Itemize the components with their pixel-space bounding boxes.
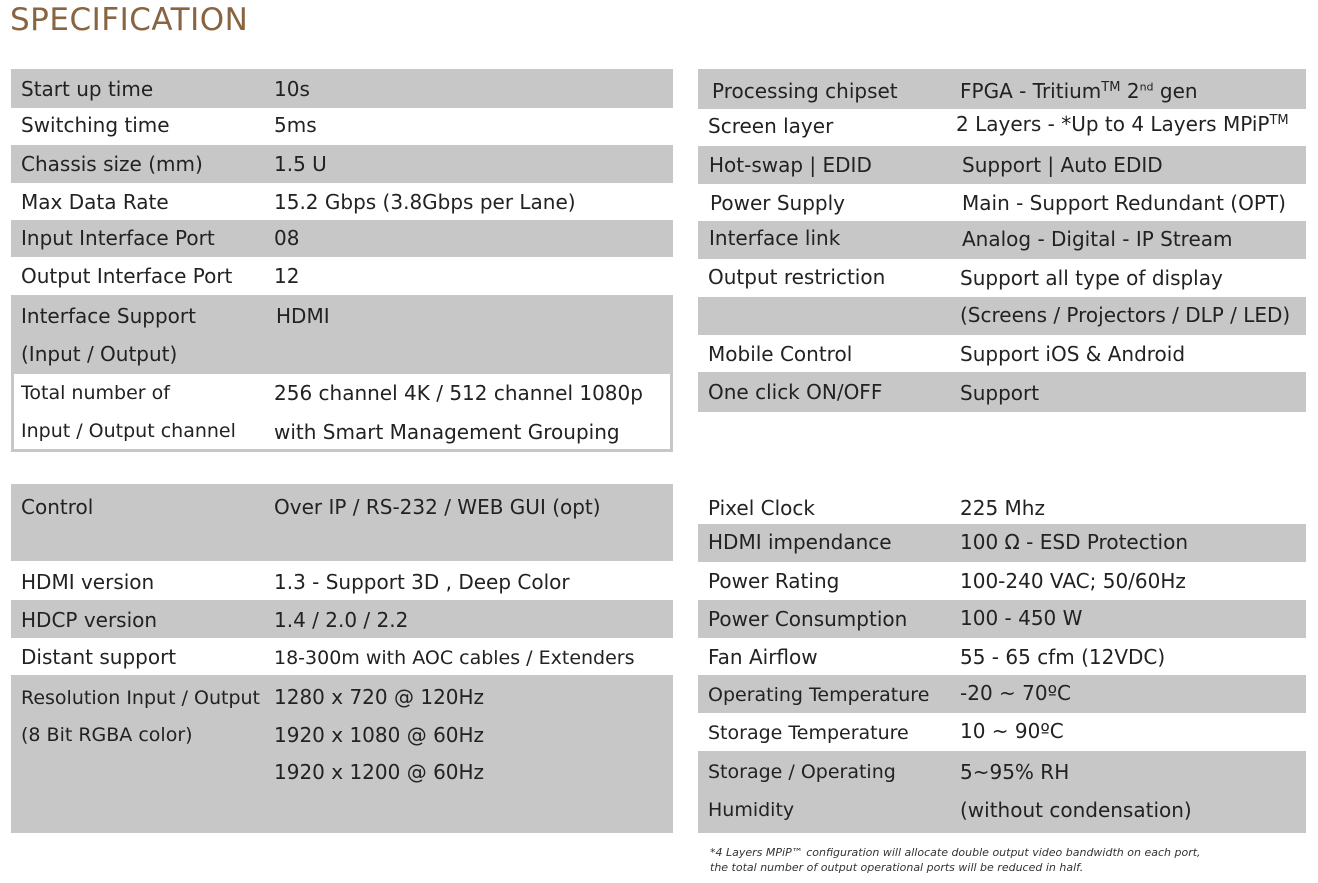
spec-label: Processing chipset: [712, 79, 898, 103]
spec-label: Input Interface Port: [21, 226, 215, 250]
spec-row: [698, 488, 1306, 524]
spec-row: [698, 146, 1306, 184]
spec-value: Support all type of display: [960, 266, 1223, 290]
spec-value: [956, 105, 1289, 147]
spec-row: [698, 562, 1306, 600]
spec-row: [11, 108, 673, 145]
spec-label: Chassis size (mm): [21, 152, 203, 176]
spec-label: Interface Support: [21, 304, 196, 328]
spec-row: [11, 295, 673, 371]
spec-row: [698, 259, 1306, 297]
spec-label: Output restriction: [708, 265, 886, 289]
footnote: [710, 845, 1201, 875]
spec-row: [11, 257, 673, 295]
spec-row: [698, 600, 1306, 638]
spec-row: [11, 675, 673, 833]
page-title: SPECIFICATION: [10, 2, 249, 38]
spec-value: -20 ~ 70ºC: [960, 681, 1071, 705]
footnote-line: *4 Layers MPiP™ configuration will allocate double output video bandwidth on each port,: [710, 846, 1201, 859]
spec-row: [698, 751, 1306, 833]
spec-label: Max Data Rate: [21, 190, 169, 214]
spec-label: Distant support: [21, 645, 177, 669]
spec-row: [11, 561, 673, 600]
spec-value: 256 channel 4K / 512 channel 1080p: [274, 381, 643, 405]
spec-value: 1.3 - Support 3D , Deep Color: [274, 570, 570, 594]
spec-table-right-bottom: [698, 488, 1306, 833]
spec-label: Humidity: [708, 799, 795, 821]
trademark-mark: TM: [1101, 80, 1121, 95]
spec-row: [11, 371, 673, 452]
spec-value: 1.5 U: [274, 152, 327, 176]
spec-value: 5~95% RH: [960, 760, 1070, 784]
spec-value: 12: [274, 264, 300, 288]
spec-value: (without condensation): [960, 798, 1192, 822]
spec-row: [698, 109, 1306, 146]
spec-row: [11, 600, 673, 638]
spec-value: HDMI: [276, 304, 330, 328]
spec-value: Support: [960, 381, 1040, 405]
spec-value: 10 ~ 90ºC: [960, 719, 1064, 743]
spec-label: Fan Airflow: [708, 645, 818, 669]
spec-value: 15.2 Gbps (3.8Gbps per Lane): [274, 190, 576, 214]
spec-table-left-bottom: [11, 484, 673, 833]
spec-value: 5ms: [274, 113, 317, 137]
ordinal-suffix: nd: [1139, 80, 1154, 94]
spec-label: Interface link: [709, 226, 841, 250]
spec-value: 100-240 VAC; 50/60Hz: [960, 569, 1186, 593]
spec-value-text: 2: [1120, 79, 1140, 103]
spec-table-left-top: [11, 69, 673, 452]
spec-value: 100 - 450 W: [960, 606, 1083, 630]
spec-row: [11, 638, 673, 675]
spec-row: [698, 675, 1306, 713]
spec-row: [11, 69, 673, 108]
spec-row: [11, 484, 673, 561]
spec-row: [698, 638, 1306, 675]
spec-label: Storage Temperature: [708, 722, 909, 744]
spec-value: Support iOS & Android: [960, 342, 1186, 366]
spec-value: 10s: [274, 77, 310, 101]
spec-value: 100 Ω - ESD Protection: [960, 530, 1189, 554]
spec-label: (8 Bit RGBA color): [21, 724, 193, 746]
spec-label: Control: [21, 495, 94, 519]
spec-value-text: 2 Layers - *Up to 4 Layers MPiP: [956, 112, 1270, 136]
spec-value: Main - Support Redundant (OPT): [962, 191, 1286, 215]
spec-value: 1280 x 720 @ 120Hz: [274, 685, 485, 709]
spec-value: 55 - 65 cfm (12VDC): [960, 645, 1166, 669]
spec-label: Mobile Control: [708, 342, 853, 366]
spec-row: [698, 221, 1306, 259]
spec-value-text: gen: [1153, 79, 1198, 103]
spec-label: Power Consumption: [708, 607, 908, 631]
spec-row: [698, 69, 1306, 109]
spec-label: Input / Output channel: [21, 420, 236, 442]
spec-table-right-top: [698, 69, 1306, 412]
spec-value: with Smart Management Grouping: [274, 420, 620, 444]
spec-label: Power Rating: [708, 569, 840, 593]
spec-label: HDCP version: [21, 608, 158, 632]
spec-label: One click ON/OFF: [708, 380, 883, 404]
spec-row: [698, 184, 1306, 221]
spec-label: Screen layer: [708, 114, 834, 138]
spec-label: HDMI version: [21, 570, 155, 594]
spec-label: Hot-swap | EDID: [709, 153, 872, 177]
spec-label: (Input / Output): [21, 342, 178, 366]
spec-row: [698, 297, 1306, 335]
spec-label: Pixel Clock: [708, 496, 815, 520]
spec-label: Start up time: [21, 77, 154, 101]
spec-value: 18-300m with AOC cables / Extenders: [274, 647, 635, 669]
spec-row: [698, 524, 1306, 562]
spec-value: Analog - Digital - IP Stream: [962, 227, 1233, 251]
spec-value: 1920 x 1080 @ 60Hz: [274, 723, 485, 747]
spec-value: Over IP / RS-232 / WEB GUI (opt): [274, 495, 601, 519]
trademark-mark: TM: [1269, 113, 1289, 128]
spec-value: 1.4 / 2.0 / 2.2: [274, 608, 409, 632]
spec-label: Output Interface Port: [21, 264, 233, 288]
spec-row: [11, 145, 673, 183]
spec-label: Total number of: [21, 382, 170, 404]
spec-value: 1920 x 1200 @ 60Hz: [274, 760, 485, 784]
spec-label: Power Supply: [710, 191, 845, 215]
spec-value: Support | Auto EDID: [962, 153, 1163, 177]
spec-value: (Screens / Projectors / DLP / LED): [960, 303, 1291, 327]
footnote-line: the total number of output operational ports will be reduced in half.: [710, 861, 1084, 874]
spec-row: [11, 183, 673, 220]
spec-value: 225 Mhz: [960, 496, 1045, 520]
spec-row: [11, 220, 673, 257]
spec-label: Operating Temperature: [708, 684, 930, 706]
spec-value: 08: [274, 226, 300, 250]
spec-label: HDMI impendance: [708, 530, 892, 554]
spec-row: [698, 713, 1306, 751]
spec-value-text: FPGA - Tritium: [960, 79, 1102, 103]
spec-label: Resolution Input / Output: [21, 687, 260, 709]
spec-row: [698, 335, 1306, 372]
spec-label: Switching time: [21, 113, 170, 137]
spec-row: [698, 372, 1306, 412]
spec-label: Storage / Operating: [708, 761, 896, 783]
